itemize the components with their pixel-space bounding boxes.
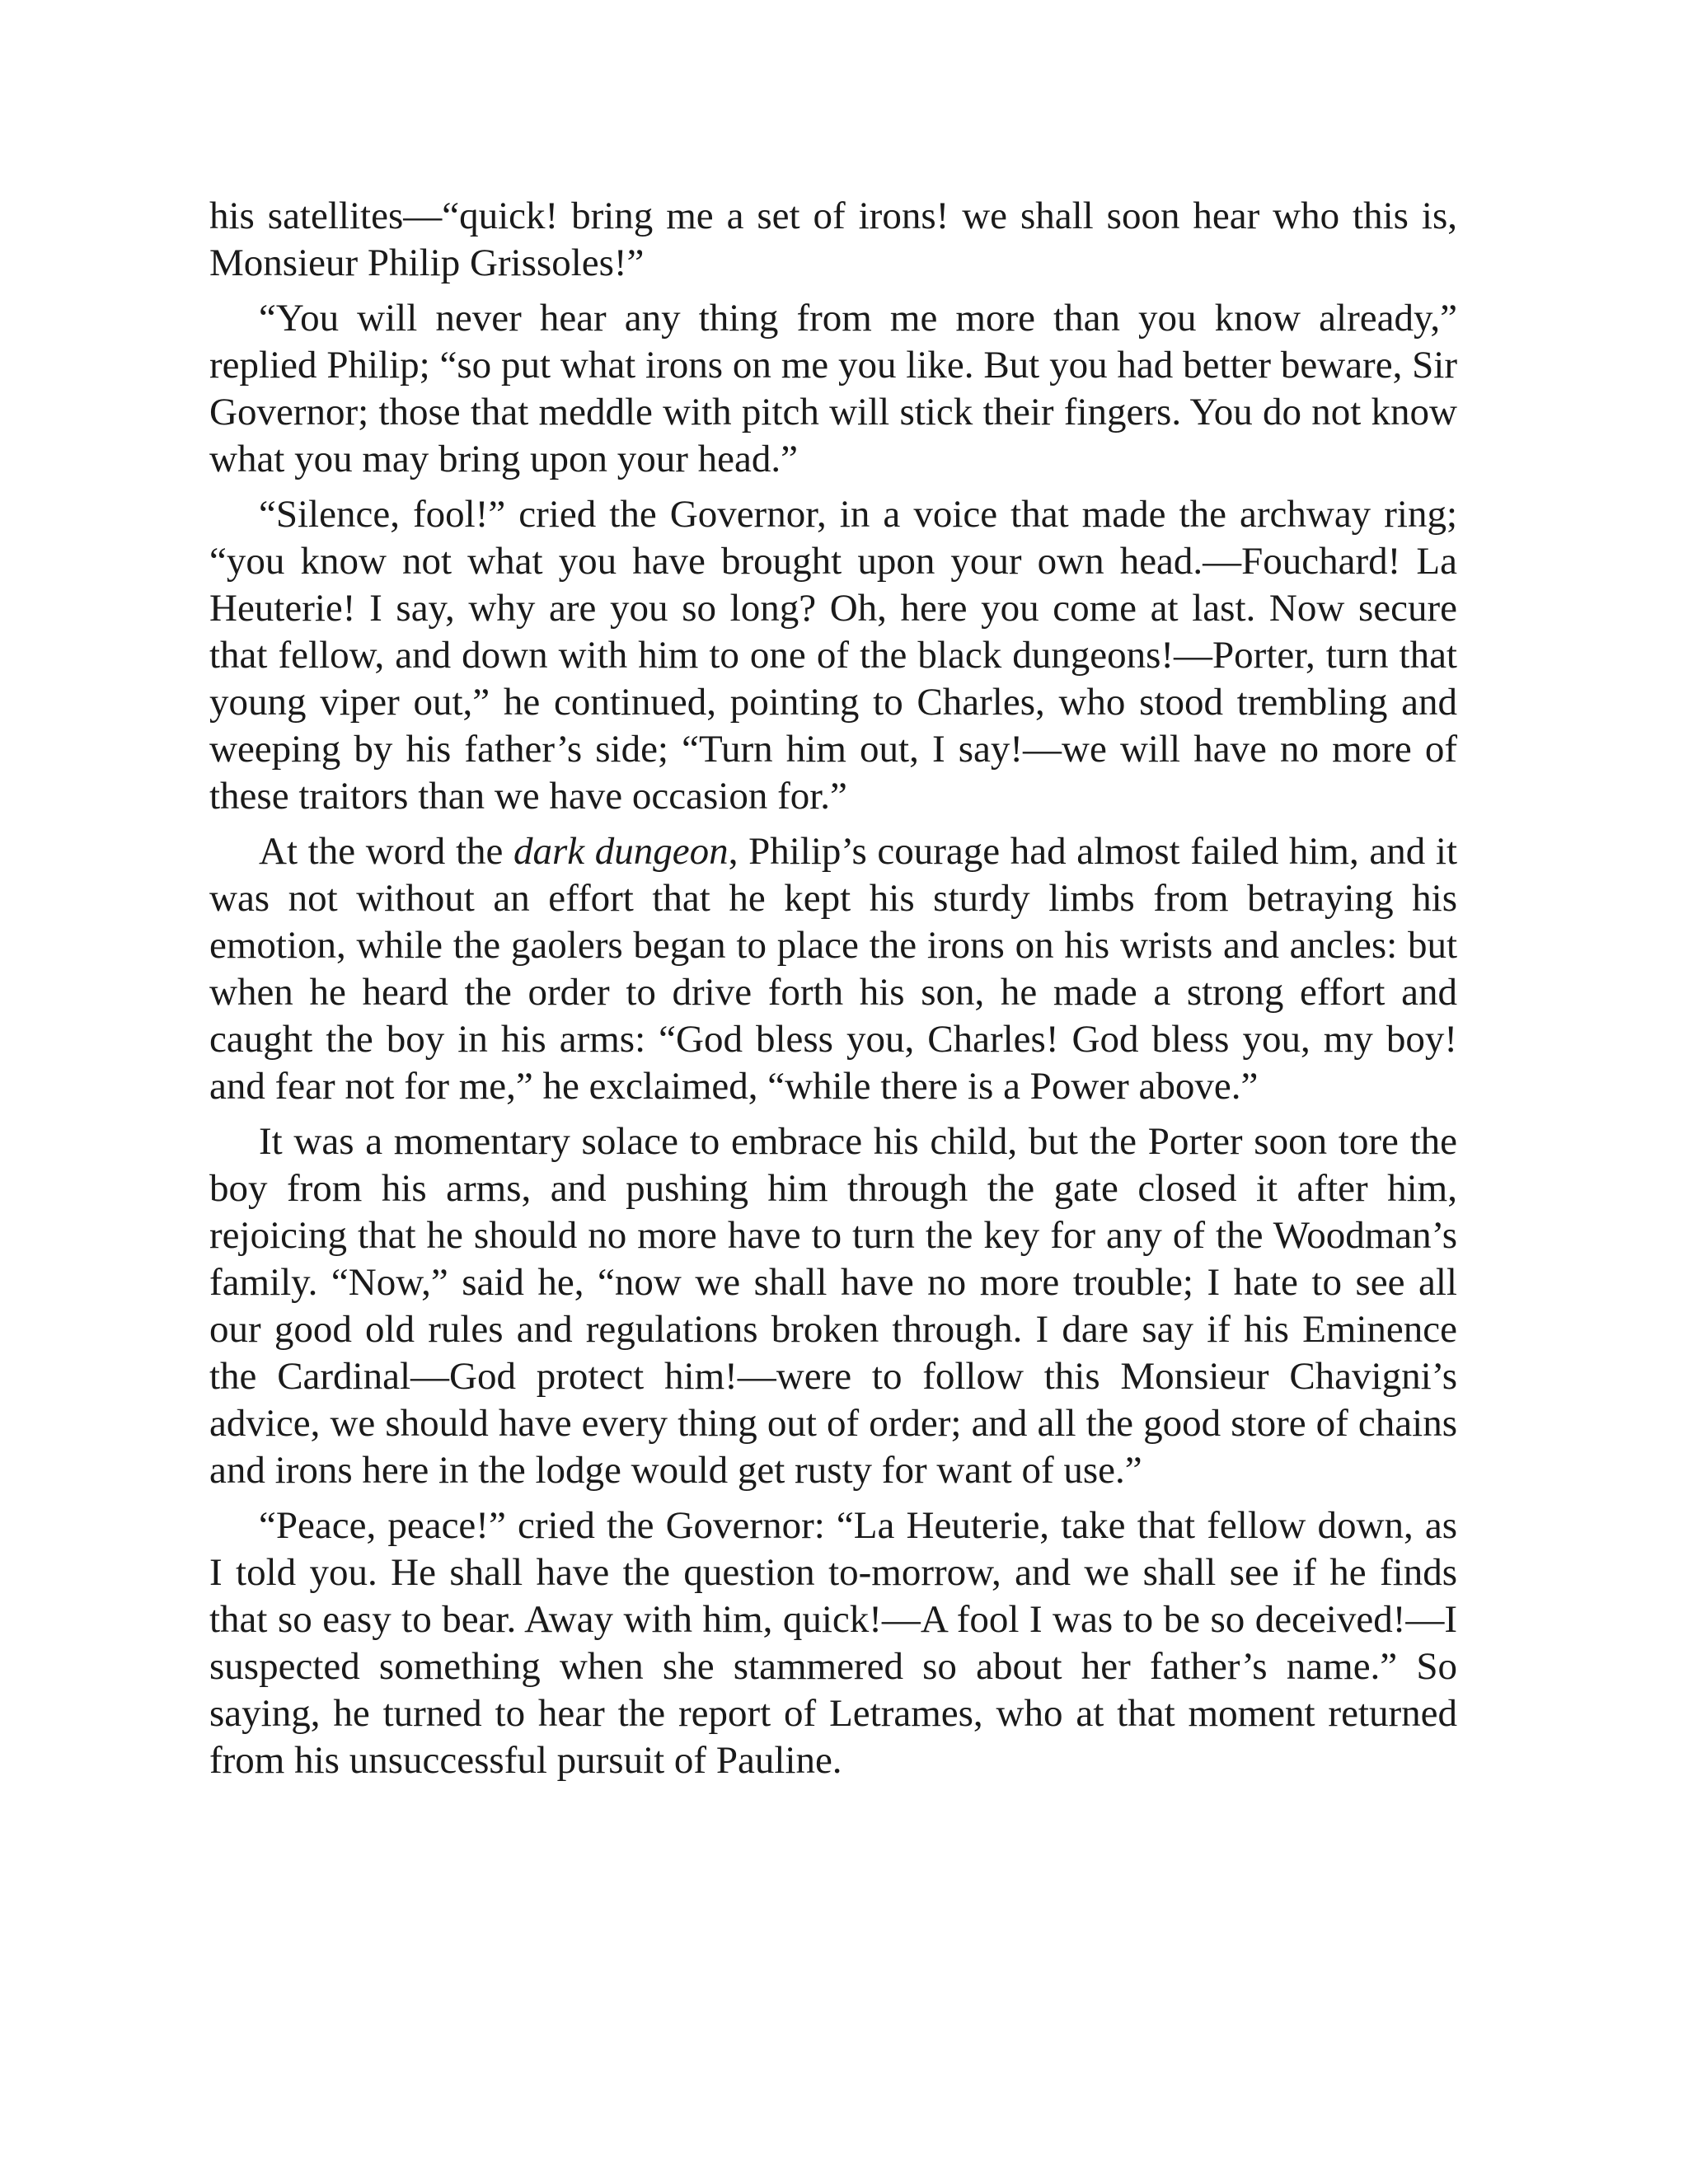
paragraph-4-before: At the word the [259, 830, 514, 873]
paragraph-4-emphasis: dark dungeon [513, 830, 729, 873]
book-page [209, 193, 1457, 1793]
paragraph-3: “Silence, fool!” cried the Governor, in a voice that made the archway ring; “you know not what you have brought upon your own head.—Fouchard! La Heuterie! I say, why are you so long? Oh, here you come at last. Now secure that fellow, and down with him to one of the black dungeons!—Porter, turn that young viper out,” he continued, pointing to Charles, who stood trembling and weeping by his father’s side; “Turn him out, I say!—we will have no more of these traitors than we have occasion for.” [209, 493, 1457, 818]
paragraph-5: It was a momentary solace to embrace his child, but the Porter soon tore the boy from his arms, and pushing him through the gate closed it after him, rejoicing that he should no more have to turn the key for any of the Woodman’s family. “Now,” said he, “now we shall have no more trouble; I hate to see all our good old rules and regulations broken through. I dare say if his Eminence the Cardinal—God protect him!—were to follow this Monsieur Chavigni’s advice, we should have every thing out of order; and all the good store of chains and irons here in the lodge would get rusty for want of use.” [209, 1120, 1457, 1492]
paragraph-1: his satellites—“quick! bring me a set of irons! we shall soon hear who this is, Monsieur Philip Grissoles!” [209, 194, 1457, 284]
paragraph-6: “Peace, peace!” cried the Governor: “La Heuterie, take that fellow down, as I told you. He shall have the question to-morrow, and we shall see if he finds that so easy to bear. Away with him, quick!—A fool I was to be so deceived!—I suspected something when she stammered so about her father’s name.” So saying, he turned to hear the report of Letrames, who at that moment returned from his unsuccessful pursuit of Pauline. [209, 1504, 1457, 1782]
paragraph-2: “You will never hear any thing from me more than you know already,” replied Philip; “so put what irons on me you like. But you had better beware, Sir Governor; those that meddle with pitch will stick their fingers. You do not know what you may bring upon your head.” [209, 297, 1457, 480]
paragraph-4 [209, 828, 1457, 1110]
paragraph-4-after: , Philip’s courage had almost failed him, and it was not without an effort that he kept his sturdy limbs from betraying his emotion, while the gaolers began to place the irons on his wrists and ancles: but when he heard the order to drive forth his son, he made a strong effort and caught the boy in his arms: “God bless you, Charles! God bless you, my boy! and fear not for me,” he exclaimed, “while there is a Power above.” [209, 830, 1458, 1108]
